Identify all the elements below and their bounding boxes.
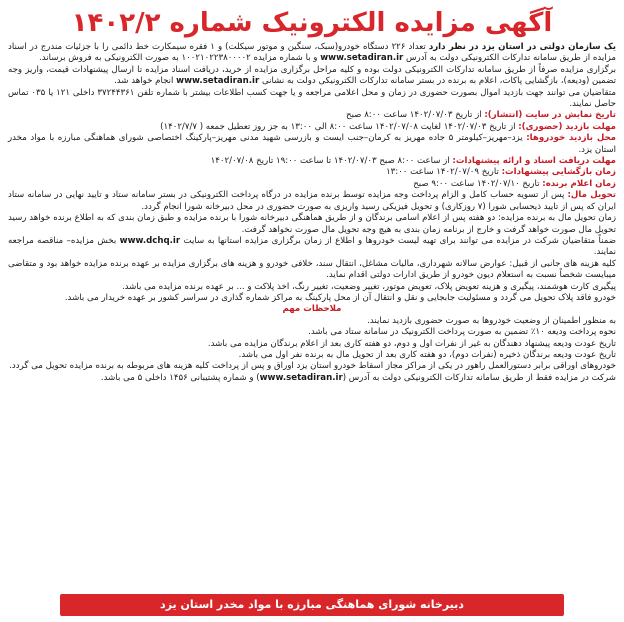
schedule-opening [8,167,616,178]
process-text: برگزاری مزایده صرفاً از طریق سامانه تدارکات الکترونیکی دولت بوده و کلیه مراحل برگزاری مزایده از خرید، دریافت اسناد مزایده تا ارسال پیشنهادات قیمت، واریز وجه تضمین (ودیعه)، بازگشایی پاکات، اعلام به برنده در بستر سامانه تدارکات الکترونیکی دولت به نشانی [8,64,616,87]
intro-text: تعداد ۲۲۶ دستگاه خودرو(سبک، سنگین و موتور سیکلت) و ۱ فقره سیمکارت خط دائمی را با جزئیات مندرج در اسناد مزایده از طریق سامانه تدارکات الکترونیکی دولت به آدرس [8,42,616,64]
note-plate: خودرو فاقد پلاک تحویل می گردد و مسئولیت جابجایی و نقل و انتقال آن از محل پارکینگ به مراکز شماره گذاری در سراسر کشور بر عهده خریدار می باشد. [64,292,616,303]
closing-tail: ) و شماره پشتیبانی ۱۴۵۶ داخلی ۵ می باشد. [100,372,260,383]
closing-text: شرکت در مزایده فقط از طریق سامانه تدارکات الکترونیکی دولت به آدرس ( [342,372,616,383]
notice-title: آگهی مزایده الکترونیک شماره ۱۴۰۲/۲ [71,8,553,38]
important-item: تاریخ عودت ودیعه پیشنهاد دهندگان به غیر از نفرات اول و دوم، دو هفته کاری بعد از اعلام برندگان مزایده می باشد. [207,338,616,349]
schedule-delivery [8,190,616,213]
intro-lead: یک سازمان دولتی در استان یزد در نظر دارد [428,42,616,52]
important-item: خودروهای اوراقی برابر دستورالعمل راهور در یکی از مراکز مجاز اسقاط خودرو استان یزد اوراق و پس از پرداخت کلیه هزینه های مربوطه به برنده مزایده تحویل می گردد. [9,361,616,372]
footer-banner: دبیرخانه شورای هماهنگی مبارزه با مواد مخدر استان یزد [60,594,564,616]
process-paragraph [8,65,616,88]
schedule-value: یزد–مهریز–کیلومتر ۵ جاده مهریز به کرمان–جنب ایست و بازرسی شهید مدنی مهریز–پارکینگ اختصاصی شورای هماهنگی مبارزه با مواد مخدر استان یزد. [8,133,616,155]
schedule-value: پس از تسویه حساب کامل و الزام پرداخت وجه مزایده توسط برنده مزایده در درگاه پرداخت الکترونیکی در بستر سامانه ستاد و تایید نهایی در سامانه ستاد ایران که پس از تایید ذیحسابی شورا (۷ روزکاری) و تحویل فیزیکی رسید واریزی به صورت حضوری در محل دبیرخانه شورا انجام گردد. [8,190,616,212]
setadiran-link[interactable]: www.setadiran.ir [176,76,260,87]
notice-body [8,42,616,384]
schedule-label: تحویل مال: [567,190,616,201]
setadiran-link[interactable]: www.setadiran.ir [320,53,404,64]
schedule-label: مهلت دریافت اسناد و ارائه پیشنهادات: [452,156,616,167]
note-dchq-tail: بخش مزایده– مناقصه مراجعه نمایند. [8,235,616,258]
closing-paragraph [8,373,616,384]
schedule-value: از تاریخ ۱۴۰۲/۰۷/۰۳ ساعت ۸:۰۰ صبح [346,110,485,121]
schedule-label: تاریخ نمایش در سایت (انتشار): [484,110,616,121]
schedule-visit [8,122,616,133]
important-item: نحوه پرداخت ودیعه ۱۰٪ تضمین به صورت پرداخت الکترونیک در سامانه ستاد می باشد. [308,327,616,338]
contact-paragraph: متقاضیان می توانند جهت بازدید اموال بصورت حضوری در زمان و محل اعلامی مراجعه و یا جهت کسب اطلاعات بیشتر با شماره تلفن ۳۷۲۴۴۳۶۱ داخلی ۱۲۱ یا ۰۳۵ تماس حاصل نمایند. [8,87,616,110]
schedule-label: زمان بازگشایی پیشنهادات: [501,167,616,178]
note-smartcard: پیگیری کارت هوشمند، پیگیری و هزینه تعویض پلاک، تعویض موتور، تغییر وضعیت، تغییر رنگ، اخذ پلاکت و ... بر عهده برنده مزایده می باشد. [121,281,616,292]
note-dchq-text: ضمناً متقاضیان شرکت در مزایده می توانند برای تهیه لیست خودروها و اطلاع از زمان برگزاری مزایده استانها به سایت [180,235,616,246]
schedule-value: از تاریخ ۱۴۰۲/۰۷/۰۳ لغایت ۱۴۰۲/۰۷/۰۸ ساعت ۸:۰۰ الی ۱۳:۰۰ به جز روز تعطیل جمعه ( ۱۴۰۲/۷/۷) [160,121,519,132]
note-dchq [8,236,616,259]
dchq-link[interactable]: www.dchq.ir [119,235,181,246]
schedule-publish [8,110,616,121]
schedule-value: تاریخ ۱۴۰۲/۰۷/۰۹ ساعت ۱۳:۰۰ [386,167,502,178]
process-tail: انجام خواهد شد. [114,76,177,87]
schedule-winner [8,179,616,190]
important-item: تاریخ عودت ودیعه برندگان ذخیره (نفرات دوم)، دو هفته کاری بعد از تحویل مال به برنده نفر اول می باشد. [238,349,616,360]
schedule-label: زمان اعلام برنده: [542,178,616,189]
important-item: به منظور اطمینان از وضعیت خودروها به صورت حضوری بازدید نمایند. [367,315,616,326]
schedule-value: از ساعت ۸:۰۰ صبح ۱۴۰۲/۰۷/۰۳ تا ساعت ۱۹:۰۰ تاریخ ۱۴۰۲/۰۷/۰۸ [210,156,453,167]
section-title: ملاحظات مهم [282,304,342,315]
schedule-documents [8,156,616,167]
intro-paragraph [8,42,616,65]
note-costs: کلیه هزینه های جانبی از قبیل: عوارض سالانه شهرداری، مالیات مشاغل، انتقال سند، خلافی خودرو و هزینه های برگزاری مزایده بر عهده برنده مزایده خواهد بود و متقاضی میبایست شخصاً نسبت به استعلام دیون خودرو از طریق ادارات دولتی اقدام نماید. [8,258,616,281]
schedule-location [8,133,616,156]
schedule-value: تاریخ ۱۴۰۲/۰۷/۱۰ ساعت ۹:۰۰ صبح [413,178,543,189]
setadiran-link[interactable]: www.setadiran.ir [259,372,343,383]
schedule-label: مهلت بازدید (حضوری): [518,121,616,132]
intro-tail: و با شماره مزایده ۱۰۰۲۱۰۲۲۳۸۰۰۰۰۲ به صورت الکترونیکی به فروش برساند. [38,53,321,64]
note-delivery-time: زمان تحویل مال به برنده مزایده: دو هفته پس از اعلام اسامی برندگان و از طریق هماهنگی دبیرخانه شورا با برنده مزایده و طبق زمان بندی که به اطلاع برنده خواهد رسید تحویل مال صورت خواهد گرفت و خارج از برنامه زمان بندی به هیچ وجه تحویل مال صورت نخواهد گرفت. [8,213,616,235]
schedule-label: محل بازدید خودروها: [526,133,617,144]
